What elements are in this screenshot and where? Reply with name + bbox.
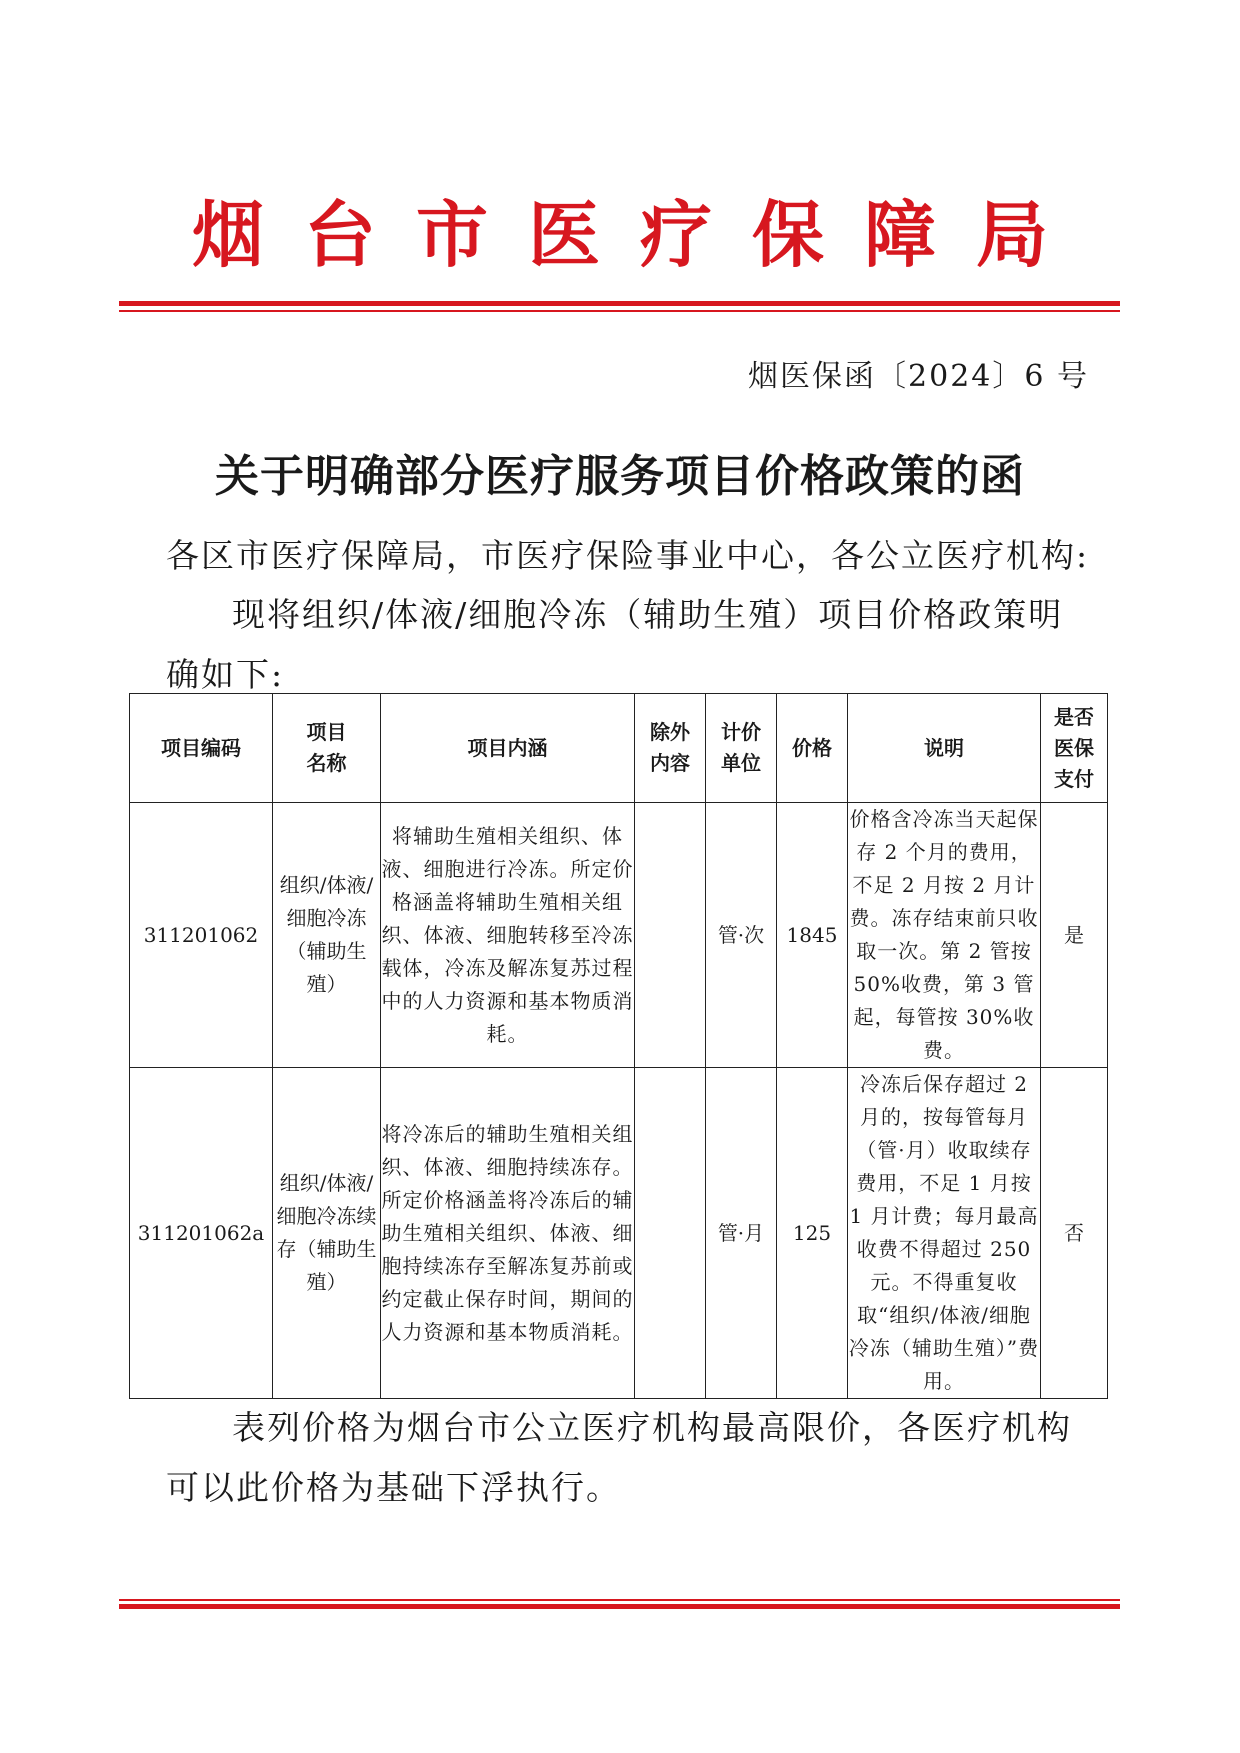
table-row [130,1068,1108,1399]
header-divider-thick [119,301,1120,306]
header-content: 项目内涵 [381,694,635,803]
header-unit: 计价 单位 [706,694,777,803]
cell-name: 组织/体液/细胞冷冻（辅助生殖） [273,803,381,1068]
header-exclusion: 除外 内容 [635,694,706,803]
intro-paragraph: 现将组织/体液/细胞冷冻（辅助生殖）项目价格政策明确如下: [166,595,1064,694]
cell-name: 组织/体液/细胞冷冻续存（辅助生殖） [273,1068,381,1399]
document-title: 关于明确部分医疗服务项目价格政策的函 [215,451,1025,502]
closing-paragraph: 表列价格为烟台市公立医疗机构最高限价，各医疗机构可以此价格为基础下浮执行。 [166,1408,1072,1507]
cell-insurance: 是 [1041,803,1108,1068]
header-divider-thin [119,310,1120,312]
header-price: 价格 [777,694,848,803]
cell-exclusion [635,1068,706,1399]
header-note: 说明 [848,694,1041,803]
document-number: 烟医保函〔2024〕6 号 [748,359,1089,394]
cell-code: 311201062a [130,1068,273,1399]
header-insurance: 是否 医保 支付 [1041,694,1108,803]
footer-divider-thick [119,1604,1120,1609]
cell-content: 将辅助生殖相关组织、体液、细胞进行冷冻。所定价格涵盖将辅助生殖相关组织、体液、细胞转移至冷冻载体，冷冻及解冻复苏过程中的人力资源和基本物质消耗。 [381,803,635,1068]
table-row [130,803,1108,1068]
cell-price: 125 [777,1068,848,1399]
cell-price: 1845 [777,803,848,1068]
cell-unit: 管·次 [706,803,777,1068]
cell-unit: 管·月 [706,1068,777,1399]
header-name: 项目 名称 [273,694,381,803]
footer-divider-thin [119,1599,1120,1601]
cell-note: 冷冻后保存超过 2 月的，按每管每月（管·月）收取续存费用，不足 1 月按 1 月计费；每月最高收费不得超过 250 元。不得重复收取“组织/体液/细胞冷冻（辅助生殖）”费用。 [848,1068,1041,1399]
table-header-row [130,694,1108,803]
price-policy-table [129,693,1108,1399]
org-name-header: 烟台市医疗保障局 [191,193,1088,277]
cell-note: 价格含冷冻当天起保存 2 个月的费用，不足 2 月按 2 月计费。冻存结束前只收取一次。第 2 管按 50%收费，第 3 管起，每管按 30%收费。 [848,803,1041,1068]
cell-exclusion [635,803,706,1068]
header-code: 项目编码 [130,694,273,803]
cell-code: 311201062 [130,803,273,1068]
addressee-line: 各区市医疗保障局，市医疗保险事业中心，各公立医疗机构: [166,536,1090,575]
cell-insurance: 否 [1041,1068,1108,1399]
cell-content: 将冷冻后的辅助生殖相关组织、体液、细胞持续冻存。所定价格涵盖将冷冻后的辅助生殖相关组织、体液、细胞持续冻存至解冻复苏前或约定截止保存时间，期间的人力资源和基本物质消耗。 [381,1068,635,1399]
